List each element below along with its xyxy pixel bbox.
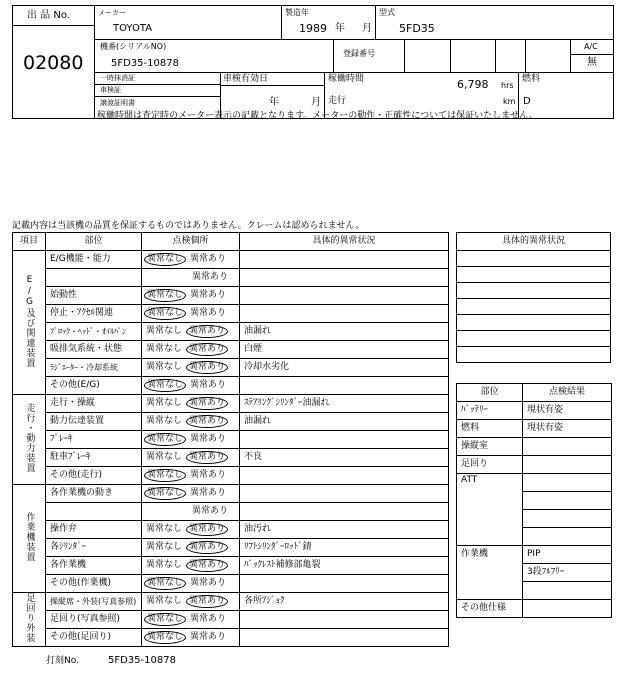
detail-cell bbox=[240, 611, 449, 629]
group-label bbox=[13, 485, 46, 593]
att-label: ATT bbox=[457, 474, 523, 546]
note-top: 稼働時間は査定時のメーター表示の記載となります。メーターの動作・正確性については保証いたしません。 bbox=[97, 111, 538, 121]
check-cell bbox=[142, 395, 240, 413]
option-abnormal[interactable]: 異常あり bbox=[190, 290, 227, 300]
check-cell bbox=[142, 341, 240, 359]
fuel-value: D bbox=[523, 96, 531, 107]
col-detail: 具体的異常状況 bbox=[240, 233, 449, 251]
option-no-abnormal[interactable]: 異常なし bbox=[146, 560, 183, 570]
option-no-abnormal[interactable]: 異常なし bbox=[146, 362, 183, 372]
option-no-abnormal[interactable]: 異常なし bbox=[146, 452, 183, 462]
detail-cell bbox=[240, 305, 449, 323]
table-row bbox=[13, 359, 449, 377]
detail-cell: 不良 bbox=[240, 449, 449, 467]
part-cell: その他(足回り) bbox=[46, 629, 142, 647]
detail-cell bbox=[240, 269, 449, 287]
footer-label: 打刻No. bbox=[46, 656, 79, 666]
part-cell: 操作弁 bbox=[46, 521, 142, 539]
check-cell bbox=[142, 557, 240, 575]
inspect-year-unit: 年 bbox=[269, 97, 279, 108]
part-cell bbox=[46, 503, 142, 521]
detail-cell bbox=[240, 485, 449, 503]
detail-cell bbox=[240, 503, 449, 521]
maker-label: メーカー bbox=[98, 9, 126, 17]
rb-col-result: 点検結果 bbox=[523, 384, 612, 402]
table-row bbox=[13, 341, 449, 359]
group-label bbox=[13, 395, 46, 485]
fuel-rb-value: 現状有姿 bbox=[523, 420, 612, 438]
check-cell bbox=[142, 575, 240, 593]
option-no-abnormal[interactable]: 異常なし bbox=[146, 326, 183, 336]
check-cell bbox=[142, 629, 240, 647]
battery-label: ﾊﾞｯﾃﾘｰ bbox=[457, 402, 523, 420]
km-unit: km bbox=[503, 97, 516, 106]
option-abnormal[interactable]: 異常あり bbox=[190, 254, 227, 264]
ichiji-label: 一時抹消証 bbox=[100, 74, 135, 82]
detail-cell: ﾊﾞｯｸﾚｽﾄ補修部亀裂 bbox=[240, 557, 449, 575]
col-check: 点検個所 bbox=[142, 233, 240, 251]
option-no-abnormal[interactable]: 異常なし bbox=[144, 577, 186, 590]
option-no-abnormal[interactable]: 異常なし bbox=[144, 433, 186, 446]
inspect-month-unit: 月 bbox=[311, 97, 321, 108]
option-no-abnormal[interactable]: 異常なし bbox=[146, 416, 183, 426]
right-bottom-table bbox=[456, 383, 612, 618]
part-cell: その他(走行) bbox=[46, 467, 142, 485]
work-value2: 3段ﾌﾙﾌﾘｰ bbox=[523, 564, 612, 582]
table-row bbox=[13, 287, 449, 305]
joto-label: 譲渡証明書 bbox=[100, 99, 135, 107]
table-row bbox=[13, 611, 449, 629]
detail-cell: 油漏れ bbox=[240, 413, 449, 431]
check-cell bbox=[142, 521, 240, 539]
option-no-abnormal[interactable]: 異常なし bbox=[144, 307, 186, 320]
table-row bbox=[13, 269, 449, 287]
option-no-abnormal[interactable]: 異常なし bbox=[144, 253, 186, 266]
table-row bbox=[13, 395, 449, 413]
detail-cell bbox=[240, 287, 449, 305]
group-label-text: 走行・動力装置 bbox=[24, 403, 35, 473]
option-no-abnormal[interactable]: 異常なし bbox=[144, 469, 186, 482]
detail-cell: 冷却水劣化 bbox=[240, 359, 449, 377]
work-label: 作業機 bbox=[457, 546, 523, 600]
table-row bbox=[13, 251, 449, 269]
under-label: 足回り bbox=[457, 456, 523, 474]
table-row bbox=[13, 323, 449, 341]
check-cell bbox=[142, 611, 240, 629]
cab-label: 操縦室 bbox=[457, 438, 523, 456]
part-cell: 始動性 bbox=[46, 287, 142, 305]
model-value: 5FD35 bbox=[399, 22, 435, 35]
check-cell bbox=[142, 305, 240, 323]
part-cell: その他(E/G) bbox=[46, 377, 142, 395]
option-no-abnormal[interactable]: 異常なし bbox=[146, 542, 183, 552]
group-label-text: 足回り外装 bbox=[24, 593, 35, 643]
option-abnormal[interactable]: 異常あり bbox=[186, 361, 228, 374]
option-abnormal[interactable]: 異常あり bbox=[186, 523, 228, 536]
option-abnormal[interactable]: 異常あり bbox=[186, 415, 228, 428]
option-no-abnormal[interactable]: 異常なし bbox=[144, 613, 186, 626]
option-abnormal[interactable]: 異常あり bbox=[186, 559, 228, 572]
option-no-abnormal[interactable]: 異常なし bbox=[146, 398, 183, 408]
check-cell bbox=[142, 485, 240, 503]
serial-label: 機番(シリアルNO) bbox=[100, 42, 167, 51]
check-cell bbox=[142, 251, 240, 269]
group-label bbox=[13, 593, 46, 647]
option-abnormal[interactable]: 異常あり bbox=[190, 488, 227, 498]
table-row bbox=[13, 485, 449, 503]
check-cell bbox=[142, 503, 240, 521]
detail-cell bbox=[240, 629, 449, 647]
part-cell: E/G機能・能力 bbox=[46, 251, 142, 269]
part-cell: 足回り(写真参照) bbox=[46, 611, 142, 629]
year-unit: 年 bbox=[335, 23, 345, 34]
check-cell bbox=[142, 593, 240, 611]
rb-col-part: 部位 bbox=[457, 384, 523, 402]
option-abnormal[interactable]: 異常あり bbox=[186, 325, 228, 338]
inspection-table bbox=[12, 232, 449, 647]
hours-value: 6,798 bbox=[457, 78, 489, 91]
option-abnormal[interactable]: 異常あり bbox=[186, 541, 228, 554]
option-abnormal[interactable]: 異常あり bbox=[186, 451, 228, 464]
check-cell bbox=[142, 359, 240, 377]
battery-value: 現状有姿 bbox=[523, 402, 612, 420]
option-no-abnormal[interactable]: 異常なし bbox=[144, 289, 186, 302]
shaken-label: 車検証 bbox=[100, 86, 121, 94]
detail-cell: 油漏れ bbox=[240, 323, 449, 341]
table-row bbox=[13, 575, 449, 593]
detail-cell: ﾘﾌﾄｼﾘﾝﾀﾞｰﾛｯﾄﾞ錆 bbox=[240, 539, 449, 557]
fuel-label: 燃料 bbox=[522, 74, 541, 84]
detail-cell: 油汚れ bbox=[240, 521, 449, 539]
footer-value: 5FD35-10878 bbox=[108, 655, 176, 666]
option-abnormal[interactable]: 異常あり bbox=[190, 632, 227, 642]
option-abnormal[interactable]: 異常あり bbox=[186, 343, 228, 356]
year-value: 1989 bbox=[299, 22, 327, 35]
part-cell: 動力伝達装置 bbox=[46, 413, 142, 431]
part-cell: 操縦席・外装(写真参照) bbox=[46, 593, 142, 611]
reg-label: 登録番号 bbox=[343, 49, 375, 58]
part-cell bbox=[46, 269, 142, 287]
option-abnormal[interactable]: 異常あり bbox=[190, 308, 227, 318]
option-abnormal[interactable]: 異常あり bbox=[190, 380, 227, 390]
note-mid: 記載内容は当該機の品質を保証するものではありません。クレームは認められません。 bbox=[12, 221, 365, 231]
detail-cell: ｽﾃｱﾘﾝｸﾞｼﾘﾝﾀﾞｰ油漏れ bbox=[240, 395, 449, 413]
part-cell: ﾗｼﾞｴｰﾀｰ・冷却系統 bbox=[46, 359, 142, 377]
option-abnormal[interactable]: 異常あり bbox=[190, 470, 227, 480]
table-row bbox=[13, 557, 449, 575]
table-row bbox=[13, 503, 449, 521]
part-cell: 駐車ﾌﾞﾚｰｷ bbox=[46, 449, 142, 467]
option-no-abnormal[interactable]: 異常なし bbox=[146, 596, 183, 606]
lot-number: 02080 bbox=[23, 52, 84, 74]
part-cell: 各作業機の動き bbox=[46, 485, 142, 503]
year-label: 製造年 bbox=[285, 8, 309, 17]
inspect-label: 車検有効日 bbox=[223, 74, 269, 84]
inspection-header bbox=[13, 233, 449, 251]
table-row bbox=[13, 449, 449, 467]
check-cell bbox=[142, 431, 240, 449]
option-no-abnormal[interactable]: 異常なし bbox=[144, 379, 186, 392]
maker-value: TOYOTA bbox=[113, 23, 153, 34]
option-abnormal[interactable]: 異常あり bbox=[192, 506, 229, 516]
header-block bbox=[12, 5, 614, 119]
detail-cell: 各所ｱｼﾞｮｸ bbox=[240, 593, 449, 611]
ac-value: 無 bbox=[587, 57, 597, 68]
option-no-abnormal[interactable]: 異常なし bbox=[146, 524, 183, 534]
part-cell: 走行・操縦 bbox=[46, 395, 142, 413]
serial-value: 5FD35-10878 bbox=[111, 58, 179, 69]
work-value1: PIP bbox=[523, 546, 612, 564]
option-no-abnormal[interactable]: 異常なし bbox=[144, 487, 186, 500]
km-label: 走行 bbox=[328, 96, 347, 106]
check-cell bbox=[142, 413, 240, 431]
hours-unit: hrs bbox=[501, 81, 514, 90]
col-item: 項目 bbox=[13, 233, 46, 251]
table-row bbox=[13, 305, 449, 323]
part-cell: 各作業機 bbox=[46, 557, 142, 575]
table-row bbox=[13, 521, 449, 539]
hours-label: 稼働時間 bbox=[328, 74, 365, 84]
right-top-header: 具体的異常状況 bbox=[457, 233, 611, 251]
group-label-text: 作業機装置 bbox=[24, 512, 35, 562]
lot-label: 出 品 No. bbox=[27, 10, 70, 21]
option-no-abnormal[interactable]: 異常なし bbox=[144, 631, 186, 644]
part-cell: ﾌﾞﾚｰｷ bbox=[46, 431, 142, 449]
option-abnormal[interactable]: 異常あり bbox=[186, 595, 228, 608]
option-abnormal[interactable]: 異常あり bbox=[192, 272, 229, 282]
check-cell bbox=[142, 269, 240, 287]
table-row bbox=[13, 377, 449, 395]
check-cell bbox=[142, 539, 240, 557]
table-row bbox=[13, 629, 449, 647]
detail-cell bbox=[240, 251, 449, 269]
part-cell: ﾌﾞﾛｯｸ・ﾍｯﾄﾞ・ｵｲﾙﾊﾟﾝ bbox=[46, 323, 142, 341]
lot-box bbox=[13, 6, 95, 118]
detail-cell: 白煙 bbox=[240, 341, 449, 359]
group-label-text: E/G及び関連装置 bbox=[24, 274, 35, 368]
detail-cell bbox=[240, 377, 449, 395]
part-cell: 各ｼﾘﾝﾀﾞｰ bbox=[46, 539, 142, 557]
detail-cell bbox=[240, 431, 449, 449]
check-cell bbox=[142, 323, 240, 341]
option-no-abnormal[interactable]: 異常なし bbox=[146, 344, 183, 354]
model-label: 型式 bbox=[379, 8, 395, 17]
option-abnormal[interactable]: 異常あり bbox=[190, 614, 227, 624]
part-cell: 停止・ｱｸｾﾙ関連 bbox=[46, 305, 142, 323]
ac-label: A/C bbox=[584, 42, 598, 51]
check-cell bbox=[142, 377, 240, 395]
check-cell bbox=[142, 287, 240, 305]
table-row bbox=[13, 467, 449, 485]
part-cell: その他(作業機) bbox=[46, 575, 142, 593]
part-cell: 吸排気系統・状態 bbox=[46, 341, 142, 359]
table-row bbox=[13, 413, 449, 431]
table-row bbox=[13, 431, 449, 449]
table-row bbox=[13, 593, 449, 611]
detail-cell bbox=[240, 575, 449, 593]
right-top-table bbox=[456, 232, 611, 363]
check-cell bbox=[142, 449, 240, 467]
fuel-rb-label: 燃料 bbox=[457, 420, 523, 438]
table-row bbox=[13, 539, 449, 557]
option-abnormal[interactable]: 異常あり bbox=[186, 397, 228, 410]
option-abnormal[interactable]: 異常あり bbox=[190, 434, 227, 444]
option-abnormal[interactable]: 異常あり bbox=[190, 578, 227, 588]
group-label bbox=[13, 251, 46, 395]
col-part: 部位 bbox=[46, 233, 142, 251]
detail-cell bbox=[240, 467, 449, 485]
other-label: その他仕様 bbox=[457, 600, 523, 618]
month-unit: 月 bbox=[362, 23, 372, 34]
check-cell bbox=[142, 467, 240, 485]
